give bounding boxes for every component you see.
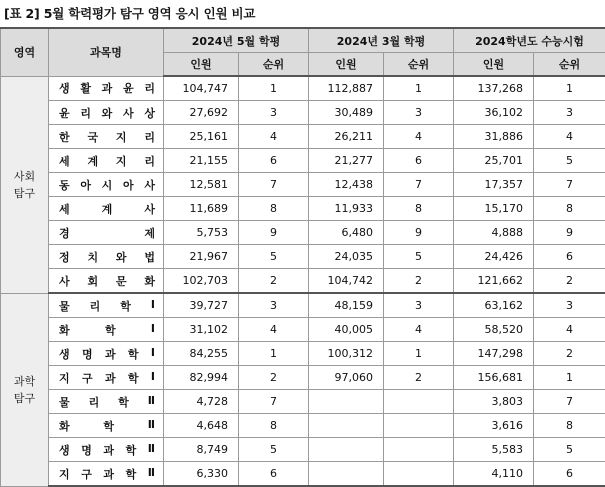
table-row <box>1 197 605 221</box>
march-rank-cell: 1 <box>384 76 454 101</box>
may-rank-cell: 1 <box>239 76 309 101</box>
csat-rank-cell: 5 <box>534 149 605 173</box>
table-row <box>1 390 605 414</box>
subject-char: 아 <box>123 177 134 193</box>
subject-char: 계 <box>102 201 113 217</box>
march-count-cell: 26,211 <box>309 125 384 149</box>
csat-rank-cell: 5 <box>534 438 605 462</box>
may-count-cell: 25,161 <box>164 125 239 149</box>
march-count-cell <box>309 414 384 438</box>
subject-char: 리 <box>144 80 155 96</box>
subject-char: 세 <box>59 153 70 169</box>
table-row <box>1 293 605 318</box>
may-count-cell: 11,689 <box>164 197 239 221</box>
csat-rank-cell: 6 <box>534 245 605 269</box>
subject-char: 사 <box>59 273 70 289</box>
may-count-cell: 21,155 <box>164 149 239 173</box>
may-count-cell: 82,994 <box>164 366 239 390</box>
subject-char: Ⅰ <box>151 370 155 386</box>
csat-count-cell: 137,268 <box>454 76 534 101</box>
may-count-cell: 5,753 <box>164 221 239 245</box>
subject-char: 회 <box>87 273 98 289</box>
subject-char: Ⅰ <box>151 346 155 362</box>
march-rank-cell: 5 <box>384 245 454 269</box>
subject-char: 물 <box>59 298 70 314</box>
subject-char: 화 <box>59 418 70 434</box>
subject-char: 리 <box>80 105 91 121</box>
march-count-cell: 24,035 <box>309 245 384 269</box>
subject-char: 구 <box>81 466 92 482</box>
subject-cell <box>49 462 164 487</box>
csat-count-cell: 4,110 <box>454 462 534 487</box>
header-exam-may: 2024년 5월 학평 <box>164 28 309 53</box>
subject-char: 학 <box>126 466 137 482</box>
may-rank-cell: 7 <box>239 390 309 414</box>
csat-count-cell: 24,426 <box>454 245 534 269</box>
csat-rank-cell: 8 <box>534 197 605 221</box>
subject-char: 법 <box>144 249 155 265</box>
subject-cell <box>49 293 164 318</box>
table-row <box>1 342 605 366</box>
march-count-cell <box>309 438 384 462</box>
table-row <box>1 245 605 269</box>
march-rank-cell: 9 <box>384 221 454 245</box>
csat-rank-cell: 7 <box>534 390 605 414</box>
subject-char: 학 <box>103 418 114 434</box>
march-rank-cell <box>384 438 454 462</box>
march-count-cell: 48,159 <box>309 293 384 318</box>
march-count-cell: 104,742 <box>309 269 384 294</box>
subject-char: 사 <box>144 177 155 193</box>
march-count-cell: 21,277 <box>309 149 384 173</box>
csat-rank-cell: 6 <box>534 462 605 487</box>
may-count-cell: 6,330 <box>164 462 239 487</box>
subject-char: 생 <box>59 80 70 96</box>
csat-count-cell: 17,357 <box>454 173 534 197</box>
subject-char: 사 <box>144 201 155 217</box>
csat-rank-cell: 9 <box>534 221 605 245</box>
subject-char: 생 <box>59 346 70 362</box>
march-rank-cell <box>384 462 454 487</box>
subject-cell <box>49 125 164 149</box>
may-rank-cell: 5 <box>239 245 309 269</box>
march-rank-cell: 1 <box>384 342 454 366</box>
may-rank-cell: 6 <box>239 149 309 173</box>
header-rank: 순위 <box>384 53 454 77</box>
march-rank-cell: 8 <box>384 197 454 221</box>
may-rank-cell: 3 <box>239 101 309 125</box>
may-count-cell: 21,967 <box>164 245 239 269</box>
subject-char: 생 <box>59 442 70 458</box>
subject-char: 과 <box>102 80 113 96</box>
subject-char: 과 <box>103 442 114 458</box>
subject-cell <box>49 318 164 342</box>
may-count-cell: 31,102 <box>164 318 239 342</box>
subject-char: 학 <box>128 370 139 386</box>
subject-char: 리 <box>144 153 155 169</box>
subject-char: 와 <box>102 105 113 121</box>
march-count-cell: 12,438 <box>309 173 384 197</box>
subject-char: 지 <box>59 370 70 386</box>
header-exam-csat: 2024학년도 수능시험 <box>454 28 605 53</box>
subject-char: 계 <box>87 153 98 169</box>
subject-char: 사 <box>123 105 134 121</box>
march-count-cell <box>309 462 384 487</box>
march-count-cell: 11,933 <box>309 197 384 221</box>
may-count-cell: 8,749 <box>164 438 239 462</box>
csat-count-cell: 4,888 <box>454 221 534 245</box>
march-rank-cell <box>384 390 454 414</box>
subject-char: 학 <box>105 322 116 338</box>
subject-cell <box>49 173 164 197</box>
subject-cell <box>49 366 164 390</box>
may-count-cell: 104,747 <box>164 76 239 101</box>
area-cell: 과학 탐구 <box>1 293 49 486</box>
may-count-cell: 84,255 <box>164 342 239 366</box>
march-rank-cell: 6 <box>384 149 454 173</box>
header-area: 영역 <box>1 28 49 76</box>
table-row <box>1 414 605 438</box>
subject-char: 제 <box>144 225 155 241</box>
applicants-comparison-table <box>0 27 605 487</box>
subject-char: 물 <box>59 394 70 410</box>
subject-char: 동 <box>59 177 70 193</box>
subject-char: 시 <box>102 177 113 193</box>
subject-char: 윤 <box>59 105 70 121</box>
subject-cell <box>49 101 164 125</box>
subject-cell <box>49 149 164 173</box>
csat-rank-cell: 1 <box>534 366 605 390</box>
csat-rank-cell: 4 <box>534 318 605 342</box>
csat-count-cell: 25,701 <box>454 149 534 173</box>
csat-rank-cell: 8 <box>534 414 605 438</box>
csat-rank-cell: 3 <box>534 293 605 318</box>
csat-rank-cell: 1 <box>534 76 605 101</box>
header-rank: 순위 <box>239 53 309 77</box>
csat-count-cell: 36,102 <box>454 101 534 125</box>
subject-cell <box>49 197 164 221</box>
subject-char: 화 <box>144 273 155 289</box>
subject-char: 리 <box>144 129 155 145</box>
header-subject: 과목명 <box>49 28 164 76</box>
table-body <box>1 76 605 486</box>
header-count: 인원 <box>309 53 384 77</box>
may-rank-cell: 8 <box>239 414 309 438</box>
header-rank: 순위 <box>534 53 605 77</box>
subject-char: 학 <box>128 346 139 362</box>
subject-char: 아 <box>80 177 91 193</box>
may-count-cell: 27,692 <box>164 101 239 125</box>
may-count-cell: 39,727 <box>164 293 239 318</box>
csat-rank-cell: 7 <box>534 173 605 197</box>
table-row <box>1 173 605 197</box>
may-count-cell: 102,703 <box>164 269 239 294</box>
table-row <box>1 221 605 245</box>
march-count-cell: 30,489 <box>309 101 384 125</box>
may-rank-cell: 4 <box>239 125 309 149</box>
may-count-cell: 12,581 <box>164 173 239 197</box>
subject-char: 과 <box>105 370 116 386</box>
csat-count-cell: 156,681 <box>454 366 534 390</box>
csat-rank-cell: 3 <box>534 101 605 125</box>
subject-char: 리 <box>89 394 100 410</box>
may-rank-cell: 8 <box>239 197 309 221</box>
march-count-cell: 100,312 <box>309 342 384 366</box>
subject-char: 지 <box>59 466 70 482</box>
table-row <box>1 366 605 390</box>
subject-char: 상 <box>144 105 155 121</box>
csat-count-cell: 5,583 <box>454 438 534 462</box>
csat-count-cell: 3,803 <box>454 390 534 414</box>
march-count-cell: 6,480 <box>309 221 384 245</box>
csat-count-cell: 15,170 <box>454 197 534 221</box>
header-count: 인원 <box>164 53 239 77</box>
table-row <box>1 125 605 149</box>
csat-count-cell: 147,298 <box>454 342 534 366</box>
header-count: 인원 <box>454 53 534 77</box>
may-rank-cell: 6 <box>239 462 309 487</box>
csat-count-cell: 58,520 <box>454 318 534 342</box>
subject-char: 학 <box>118 394 129 410</box>
table-row <box>1 438 605 462</box>
subject-char: 국 <box>87 129 98 145</box>
march-count-cell: 112,887 <box>309 76 384 101</box>
may-count-cell: 4,648 <box>164 414 239 438</box>
subject-char: Ⅰ <box>151 298 155 314</box>
subject-char: 지 <box>116 129 127 145</box>
table-row <box>1 318 605 342</box>
march-count-cell: 40,005 <box>309 318 384 342</box>
may-rank-cell: 5 <box>239 438 309 462</box>
may-rank-cell: 2 <box>239 269 309 294</box>
may-rank-cell: 1 <box>239 342 309 366</box>
may-rank-cell: 2 <box>239 366 309 390</box>
csat-count-cell: 121,662 <box>454 269 534 294</box>
subject-char: 정 <box>59 249 70 265</box>
subject-char: Ⅱ <box>148 394 155 410</box>
subject-char: 구 <box>82 370 93 386</box>
march-rank-cell: 2 <box>384 366 454 390</box>
subject-cell <box>49 269 164 294</box>
march-rank-cell: 4 <box>384 318 454 342</box>
subject-char: 문 <box>116 273 127 289</box>
csat-count-cell: 3,616 <box>454 414 534 438</box>
subject-char: 화 <box>59 322 70 338</box>
subject-char: 세 <box>59 201 70 217</box>
march-rank-cell: 2 <box>384 269 454 294</box>
subject-char: 과 <box>105 346 116 362</box>
subject-char: 과 <box>103 466 114 482</box>
subject-char: 치 <box>87 249 98 265</box>
march-count-cell: 97,060 <box>309 366 384 390</box>
may-rank-cell: 4 <box>239 318 309 342</box>
subject-char: Ⅱ <box>148 418 155 434</box>
subject-cell <box>49 414 164 438</box>
subject-char: 윤 <box>123 80 134 96</box>
table-row <box>1 462 605 487</box>
subject-char: 한 <box>59 129 70 145</box>
subject-cell <box>49 245 164 269</box>
subject-cell <box>49 76 164 101</box>
may-rank-cell: 9 <box>239 221 309 245</box>
subject-char: Ⅰ <box>151 322 155 338</box>
subject-char: Ⅱ <box>148 466 155 482</box>
subject-char: 학 <box>120 298 131 314</box>
march-rank-cell: 3 <box>384 293 454 318</box>
csat-rank-cell: 2 <box>534 342 605 366</box>
area-cell: 사회 탐구 <box>1 76 49 293</box>
subject-cell <box>49 438 164 462</box>
table-row <box>1 149 605 173</box>
csat-rank-cell: 2 <box>534 269 605 294</box>
csat-count-cell: 31,886 <box>454 125 534 149</box>
march-rank-cell: 4 <box>384 125 454 149</box>
may-rank-cell: 3 <box>239 293 309 318</box>
subject-char: 와 <box>116 249 127 265</box>
subject-cell <box>49 221 164 245</box>
subject-char: Ⅱ <box>148 442 155 458</box>
csat-count-cell: 63,162 <box>454 293 534 318</box>
csat-rank-cell: 4 <box>534 125 605 149</box>
table-row <box>1 269 605 294</box>
march-rank-cell: 7 <box>384 173 454 197</box>
table-row <box>1 76 605 101</box>
subject-cell <box>49 342 164 366</box>
march-count-cell <box>309 390 384 414</box>
header-exam-march: 2024년 3월 학평 <box>309 28 454 53</box>
subject-char: 활 <box>80 80 91 96</box>
table-caption: [표 2] 5월 학력평가 탐구 영역 응시 인원 비교 <box>4 4 255 22</box>
subject-char: 경 <box>59 225 70 241</box>
subject-char: 학 <box>126 442 137 458</box>
march-rank-cell <box>384 414 454 438</box>
subject-char: 명 <box>82 346 93 362</box>
may-count-cell: 4,728 <box>164 390 239 414</box>
march-rank-cell: 3 <box>384 101 454 125</box>
subject-cell <box>49 390 164 414</box>
table-row <box>1 101 605 125</box>
subject-char: 명 <box>81 442 92 458</box>
subject-char: 지 <box>116 153 127 169</box>
may-rank-cell: 7 <box>239 173 309 197</box>
subject-char: 리 <box>90 298 101 314</box>
